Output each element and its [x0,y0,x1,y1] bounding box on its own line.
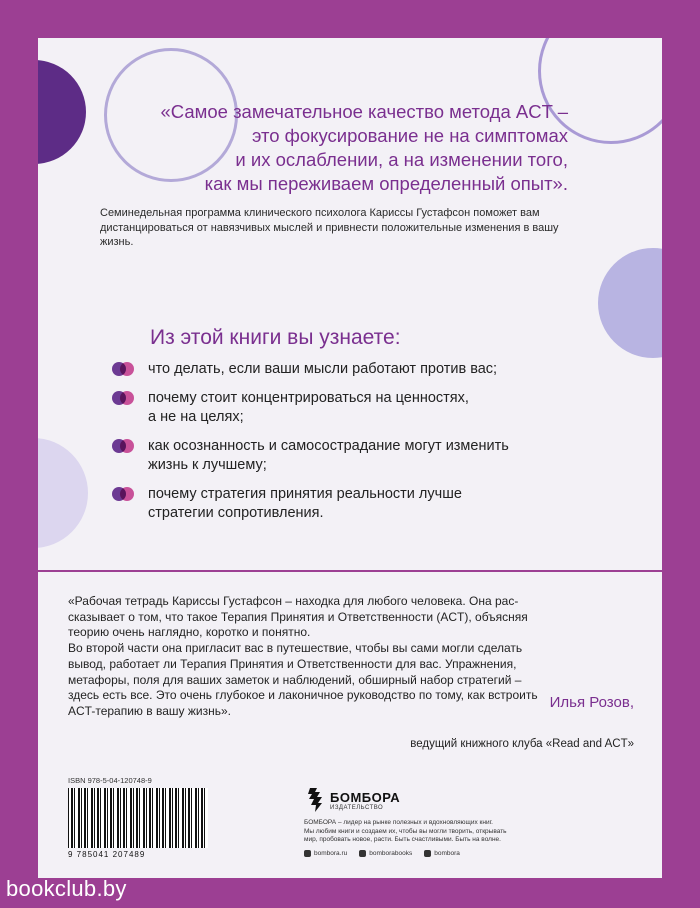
list-item-text [148,360,497,379]
quote-line: и их ослаблении, а на изменении того, [235,149,568,170]
publisher-note-line: мир, пробовать новое, расти. Быть счастливыми. Быть на волне. [304,836,501,843]
bullet-icon [112,391,142,405]
social-icon [424,850,431,857]
social-link[interactable]: bombora [424,850,460,857]
quote-line: как мы переживаем определенный опыт». [204,173,568,194]
web-icon [304,850,311,857]
list-item-line: почему стратегия принятия реальности лучше [148,486,462,502]
publisher-block [304,786,524,857]
decor-circle [38,438,88,548]
review-line: ACT-терапию в вашу жизнь». [68,703,231,718]
book-intro: Семинедельная программа клинического психолога Кариссы Густафсон поможет вам дистанцироваться от навязчивых мыслей и привнести положительные изменения в вашу жизнь. [100,207,559,248]
barcode-digits: 9 785041 207489 [68,850,146,859]
list-item-line: жизнь к лучшему; [148,457,267,473]
list-item-line: как осознанность и самосострадание могут изменить [148,438,509,454]
list-item-line: почему стоит концентрироваться на ценностях, [148,390,469,406]
social-link[interactable]: bombora.ru [304,850,347,857]
social-icon [359,850,366,857]
publisher-logo [304,786,524,814]
list-item [112,485,582,523]
list-item-line: что делать, если ваши мысли работают против вас; [148,361,498,377]
bullet-icon [112,487,142,501]
review-line: здесь есть все. Это очень глубокое и лаконичное руководство по тому, как встроить [68,688,538,703]
list-item [112,389,582,427]
list-item-line: стратегии сопротивления. [148,505,324,521]
social-link[interactable]: bomborabooks [359,850,412,857]
publisher-note-line: БОМБОРА – лидер на рынке полезных и вдохновляющих книг. [304,819,493,826]
bombora-logo-icon [304,786,326,814]
review-author-title: ведущий книжного клуба «Read and ACT» [410,738,634,750]
barcode [68,776,216,859]
decor-circle [598,248,662,358]
review-author: Илья Розов, [549,694,634,711]
review-line: сказывает о том, что такое Терапия Принятия и Ответственности (ACT), объясняя [68,609,528,624]
decor-circle [38,60,86,164]
publisher-socials [304,850,524,857]
publisher-note [304,819,524,845]
list-item-line: а не на целях; [148,409,244,425]
review-line: метафоры, поля для ваших заметок и наблюдений, обширный набор стратегий – [68,672,522,687]
publisher-name: БОМБОРА [330,789,401,805]
barcode-bars [68,788,208,848]
bullet-icon [112,439,142,453]
review-line: теорию очень наглядно, коротко и понятно. [68,625,311,640]
quote-line: «Самое замечательное качество метода ACT – [160,101,568,122]
learn-heading: Из этой книги вы узнаете: [150,326,401,349]
list-item-text [148,389,469,427]
list-item-text [148,437,509,475]
isbn-label: ISBN 978-5-04-120748-9 [68,776,152,785]
review-line: «Рабочая тетрадь Кариссы Густафсон – находка для любого человека. Она рас- [68,594,519,608]
back-cover-panel [38,38,662,878]
section-divider [38,570,662,572]
site-watermark: bookclub.by [6,876,127,901]
review-line: Во второй части она пригласит вас в путешествие, чтобы вы сами могли сделать [68,641,523,656]
learn-list [112,360,582,533]
quote-line: это фокусирование не на симптомах [251,125,568,146]
publisher-sub: ИЗДАТЕЛЬСТВО [330,804,384,811]
publisher-note-line: Мы любим книги и создаем их, чтобы вы могли творить, открывать [304,827,507,835]
list-item [112,360,582,379]
cover-quote [118,100,568,196]
list-item [112,437,582,475]
list-item-text [148,485,462,523]
bullet-icon [112,362,142,376]
review-line: вывод, работает ли Терапия Принятия и Ответственности для вас. Упражнения, [68,656,517,671]
